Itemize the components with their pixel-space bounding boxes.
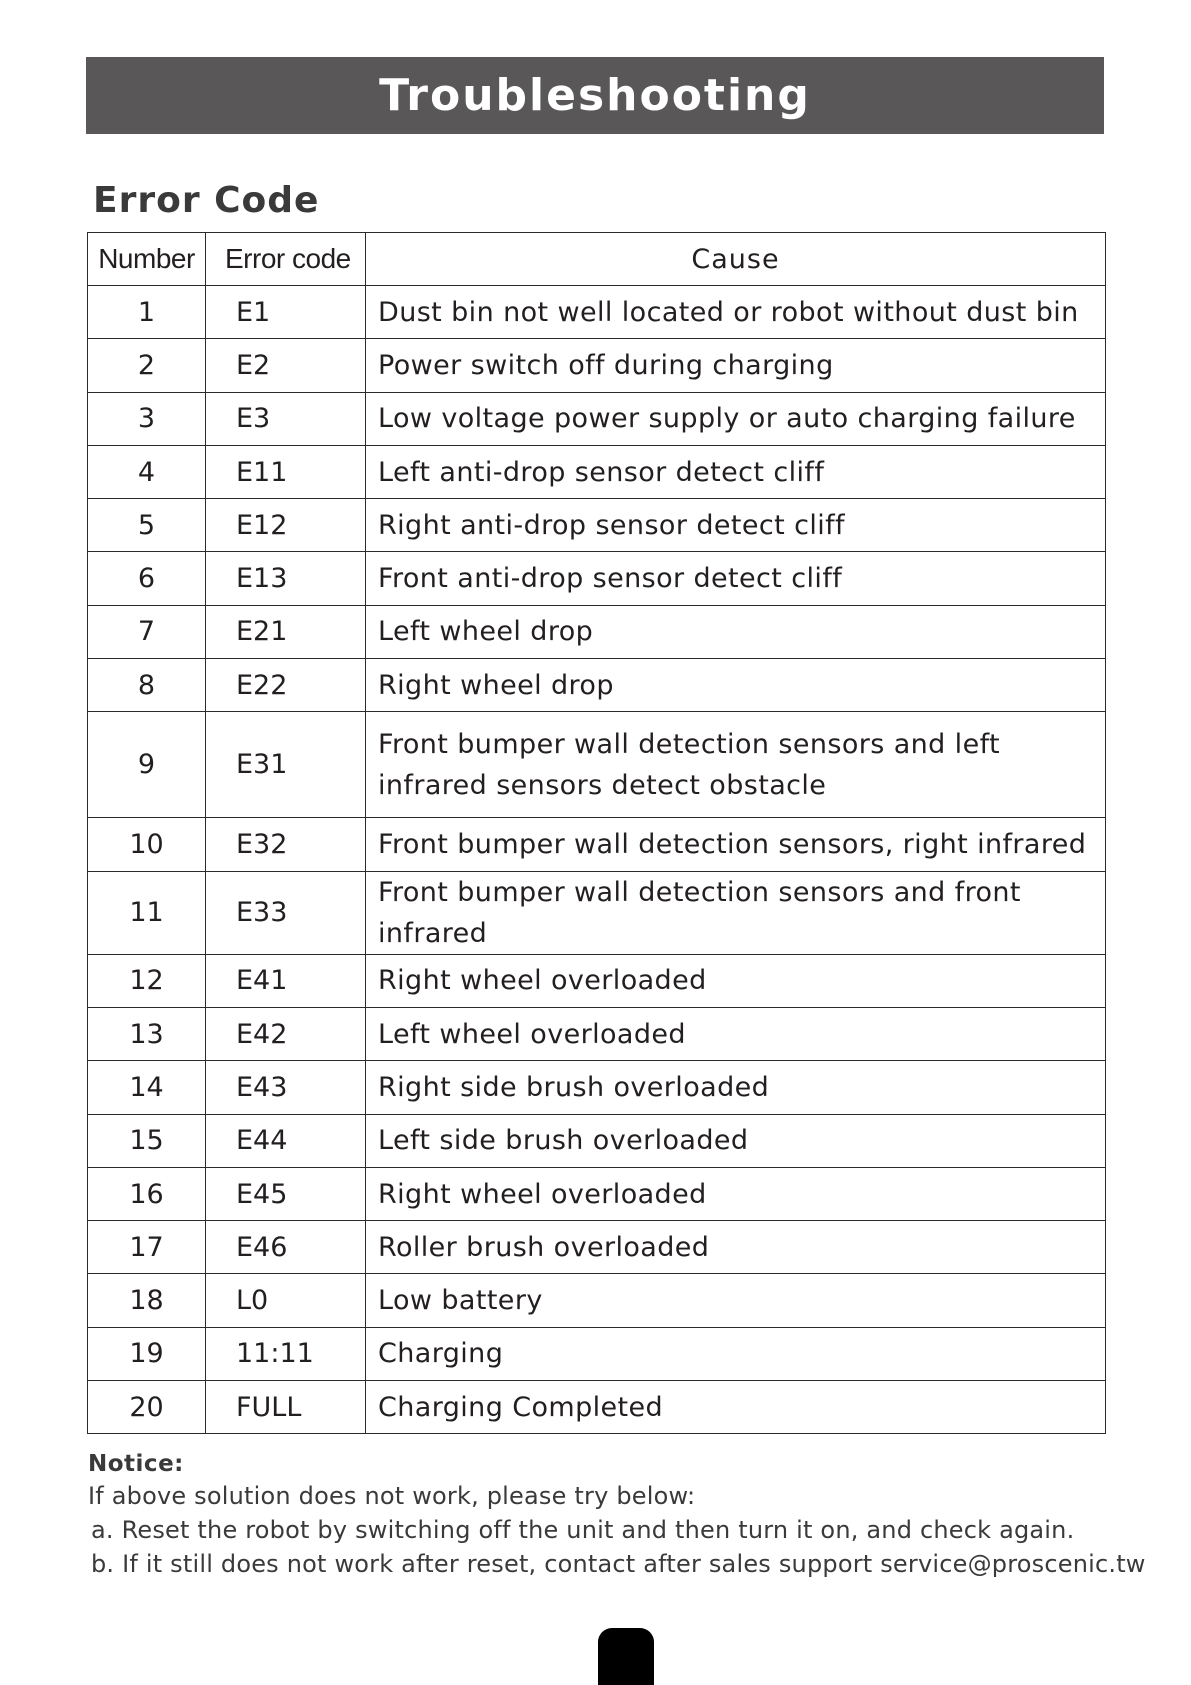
row-error-code: E46	[206, 1221, 366, 1274]
table-row	[88, 954, 1106, 1007]
table-row	[88, 871, 1106, 954]
table-row	[88, 1007, 1106, 1060]
row-cause: Right wheel overloaded	[366, 1167, 1106, 1220]
row-cause: Charging Completed	[366, 1381, 1106, 1434]
table-row	[88, 1167, 1106, 1220]
row-error-code: E3	[206, 392, 366, 445]
row-error-code: E45	[206, 1167, 366, 1220]
row-number: 8	[88, 659, 206, 712]
row-cause: Roller brush overloaded	[366, 1221, 1106, 1274]
table-row	[88, 552, 1106, 605]
notice-step-b: b. If it still does not work after reset, contact after sales support service@proscenic.tw	[91, 1550, 1146, 1578]
row-number: 7	[88, 605, 206, 658]
row-number: 2	[88, 339, 206, 392]
table-row	[88, 818, 1106, 871]
page-number-tab	[598, 1628, 654, 1685]
page-title: Troubleshooting	[379, 70, 811, 121]
row-cause: Low voltage power supply or auto charging failure	[366, 392, 1106, 445]
row-number: 16	[88, 1167, 206, 1220]
row-error-code: E41	[206, 954, 366, 1007]
header-number: Number	[88, 233, 206, 286]
row-error-code: E44	[206, 1114, 366, 1167]
row-error-code: E42	[206, 1007, 366, 1060]
notice-heading: Notice:	[88, 1451, 184, 1477]
row-number: 3	[88, 392, 206, 445]
table-row	[88, 1221, 1106, 1274]
row-cause: Front bumper wall detection sensors and left infrared sensors detect obstacle	[366, 712, 1106, 818]
table-row	[88, 712, 1106, 818]
row-cause: Front bumper wall detection sensors, right infrared	[366, 818, 1106, 871]
table-row	[88, 605, 1106, 658]
row-cause: Right wheel overloaded	[366, 954, 1106, 1007]
row-cause: Dust bin not well located or robot without dust bin	[366, 286, 1106, 339]
row-cause: Left wheel overloaded	[366, 1007, 1106, 1060]
table-row	[88, 445, 1106, 498]
table-row	[88, 286, 1106, 339]
table-row	[88, 1327, 1106, 1380]
notice-intro: If above solution does not work, please try below:	[88, 1482, 696, 1510]
row-number: 20	[88, 1381, 206, 1434]
row-error-code: E2	[206, 339, 366, 392]
header-cause: Cause	[366, 233, 1106, 286]
table-row	[88, 1114, 1106, 1167]
header-banner	[86, 57, 1104, 134]
row-number: 4	[88, 445, 206, 498]
row-cause: Low battery	[366, 1274, 1106, 1327]
table-header-row	[88, 233, 1106, 286]
section-title: Error Code	[93, 180, 320, 221]
row-number: 1	[88, 286, 206, 339]
row-error-code: E12	[206, 499, 366, 552]
row-number: 18	[88, 1274, 206, 1327]
row-cause: Front bumper wall detection sensors and front infrared	[366, 871, 1106, 954]
row-error-code: E13	[206, 552, 366, 605]
row-cause: Power switch off during charging	[366, 339, 1106, 392]
notice-block	[88, 1451, 1146, 1581]
table-row	[88, 339, 1106, 392]
row-cause: Right side brush overloaded	[366, 1061, 1106, 1114]
row-cause: Left side brush overloaded	[366, 1114, 1106, 1167]
row-number: 12	[88, 954, 206, 1007]
header-error-code: Error code	[206, 233, 366, 286]
table-row	[88, 1381, 1106, 1434]
row-error-code: 11:11	[206, 1327, 366, 1380]
row-error-code: L0	[206, 1274, 366, 1327]
table-row	[88, 1274, 1106, 1327]
row-number: 19	[88, 1327, 206, 1380]
error-code-table	[87, 232, 1106, 1434]
row-error-code: E1	[206, 286, 366, 339]
row-number: 14	[88, 1061, 206, 1114]
row-cause: Front anti-drop sensor detect cliff	[366, 552, 1106, 605]
row-number: 13	[88, 1007, 206, 1060]
row-error-code: E32	[206, 818, 366, 871]
row-error-code: E43	[206, 1061, 366, 1114]
row-error-code: E22	[206, 659, 366, 712]
row-error-code: E21	[206, 605, 366, 658]
table-row	[88, 659, 1106, 712]
row-cause: Right wheel drop	[366, 659, 1106, 712]
row-error-code: E11	[206, 445, 366, 498]
table-row	[88, 1061, 1106, 1114]
row-number: 10	[88, 818, 206, 871]
row-number: 11	[88, 871, 206, 954]
table-row	[88, 499, 1106, 552]
table-row	[88, 392, 1106, 445]
notice-step-a: a. Reset the robot by switching off the unit and then turn it on, and check again.	[91, 1516, 1075, 1544]
row-number: 6	[88, 552, 206, 605]
row-cause: Left wheel drop	[366, 605, 1106, 658]
row-cause: Right anti-drop sensor detect cliff	[366, 499, 1106, 552]
row-cause: Left anti-drop sensor detect cliff	[366, 445, 1106, 498]
row-error-code: E33	[206, 871, 366, 954]
row-error-code: E31	[206, 712, 366, 818]
row-number: 15	[88, 1114, 206, 1167]
row-number: 17	[88, 1221, 206, 1274]
row-number: 5	[88, 499, 206, 552]
row-cause: Charging	[366, 1327, 1106, 1380]
row-error-code: FULL	[206, 1381, 366, 1434]
row-number: 9	[88, 712, 206, 818]
